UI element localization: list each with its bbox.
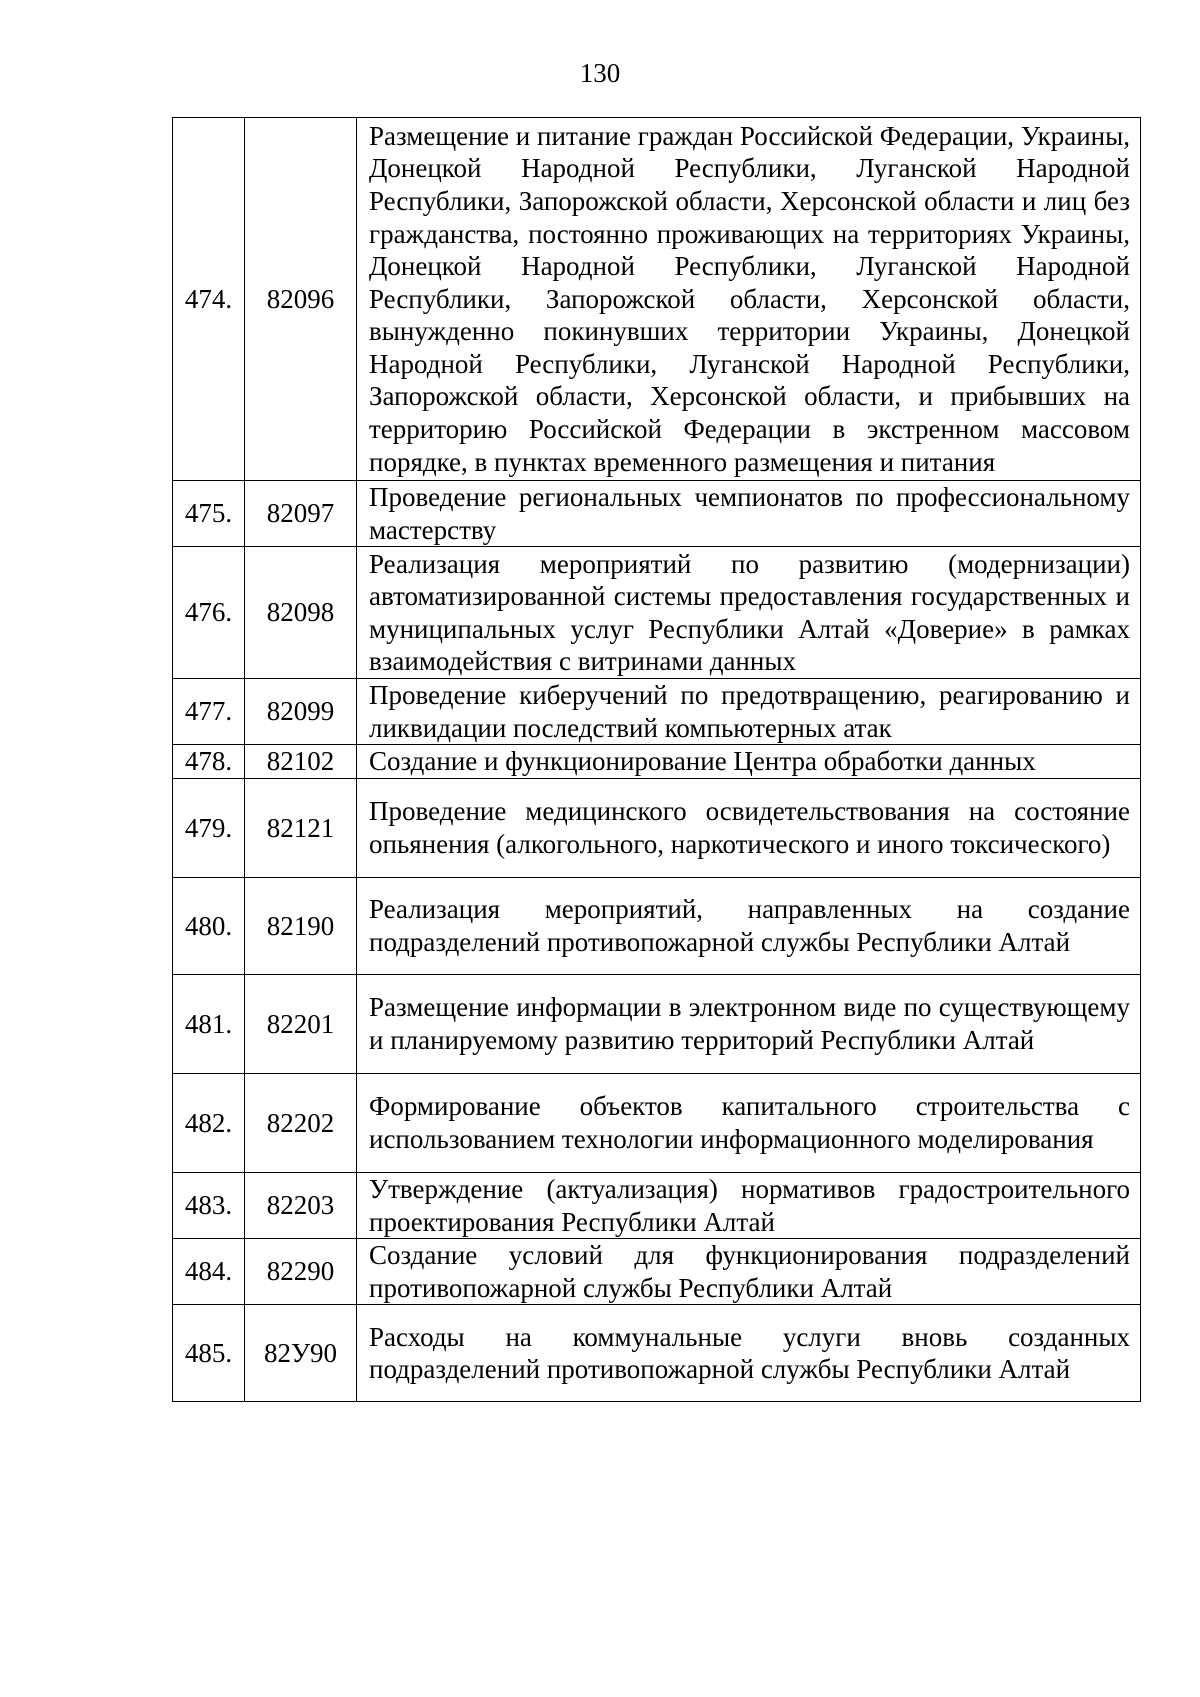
row-number: 481. <box>173 974 245 1073</box>
row-number: 483. <box>173 1172 245 1238</box>
row-number: 480. <box>173 877 245 974</box>
row-number: 474. <box>173 118 245 481</box>
row-description: Проведение региональных чемпионатов по профессиональному мастерству <box>357 481 1141 547</box>
row-number: 479. <box>173 778 245 877</box>
table-row <box>173 745 1141 779</box>
table-row <box>173 1073 1141 1172</box>
table-row <box>173 481 1141 547</box>
row-description: Проведение киберучений по предотвращению, реагированию и ликвидации последствий компьютерных атак <box>357 679 1141 745</box>
table-row <box>173 974 1141 1073</box>
row-code: 82102 <box>245 745 357 779</box>
row-description: Формирование объектов капитального строительства с использованием технологии информационного моделирования <box>357 1073 1141 1172</box>
row-description: Утверждение (актуализация) нормативов градостроительного проектирования Республики Алтай <box>357 1172 1141 1238</box>
table-row <box>173 778 1141 877</box>
row-number: 475. <box>173 481 245 547</box>
table-row <box>173 1239 1141 1305</box>
row-number: 482. <box>173 1073 245 1172</box>
row-code: 82096 <box>245 118 357 481</box>
row-code: 82099 <box>245 679 357 745</box>
row-number: 484. <box>173 1239 245 1305</box>
table-row <box>173 118 1141 481</box>
row-description: Расходы на коммунальные услуги вновь созданных подразделений противопожарной службы Республики Алтай <box>357 1305 1141 1402</box>
row-description: Размещение информации в электронном виде по существующему и планируемому развитию территорий Республики Алтай <box>357 974 1141 1073</box>
row-description: Проведение медицинского освидетельствования на состояние опьянения (алкогольного, наркотического и иного токсического) <box>357 778 1141 877</box>
row-number: 476. <box>173 547 245 679</box>
row-code: 82098 <box>245 547 357 679</box>
row-code: 82097 <box>245 481 357 547</box>
table-row <box>173 1172 1141 1238</box>
row-description: Создание и функционирование Центра обработки данных <box>357 745 1141 779</box>
table-row <box>173 1305 1141 1402</box>
row-code: 82203 <box>245 1172 357 1238</box>
row-code: 82У90 <box>245 1305 357 1402</box>
row-description: Создание условий для функционирования подразделений противопожарной службы Республики Алтай <box>357 1239 1141 1305</box>
row-description: Реализация мероприятий по развитию (модернизации) автоматизированной системы предоставления государственных и муниципальных услуг Республики Алтай «Доверие» в рамках взаимодействия с витринами данных <box>357 547 1141 679</box>
table-row <box>173 877 1141 974</box>
page-number: 130 <box>579 58 621 88</box>
row-code: 82202 <box>245 1073 357 1172</box>
table-row <box>173 679 1141 745</box>
budget-code-table <box>172 117 1141 1402</box>
row-code: 82290 <box>245 1239 357 1305</box>
row-description: Размещение и питание граждан Российской Федерации, Украины, Донецкой Народной Республики, Луганской Народной Республики, Запорожской области, Херсонской области и лиц без гражданства, постоянно проживающих на территориях Украины, Донецкой Народной Республики, Луганской Народной Республики, Запорожской области, Херсонской области, вынужденно покинувших территории Украины, Донецкой Народной Республики, Луганской Народной Республики, Запорожской области, Херсонской области, и прибывших на территорию Российской Федерации в экстренном массовом порядке, в пунктах временного размещения и питания <box>357 118 1141 481</box>
table-row <box>173 547 1141 679</box>
row-code: 82201 <box>245 974 357 1073</box>
row-code: 82121 <box>245 778 357 877</box>
row-number: 485. <box>173 1305 245 1402</box>
row-code: 82190 <box>245 877 357 974</box>
row-number: 477. <box>173 679 245 745</box>
row-description: Реализация мероприятий, направленных на создание подразделений противопожарной службы Республики Алтай <box>357 877 1141 974</box>
row-number: 478. <box>173 745 245 779</box>
